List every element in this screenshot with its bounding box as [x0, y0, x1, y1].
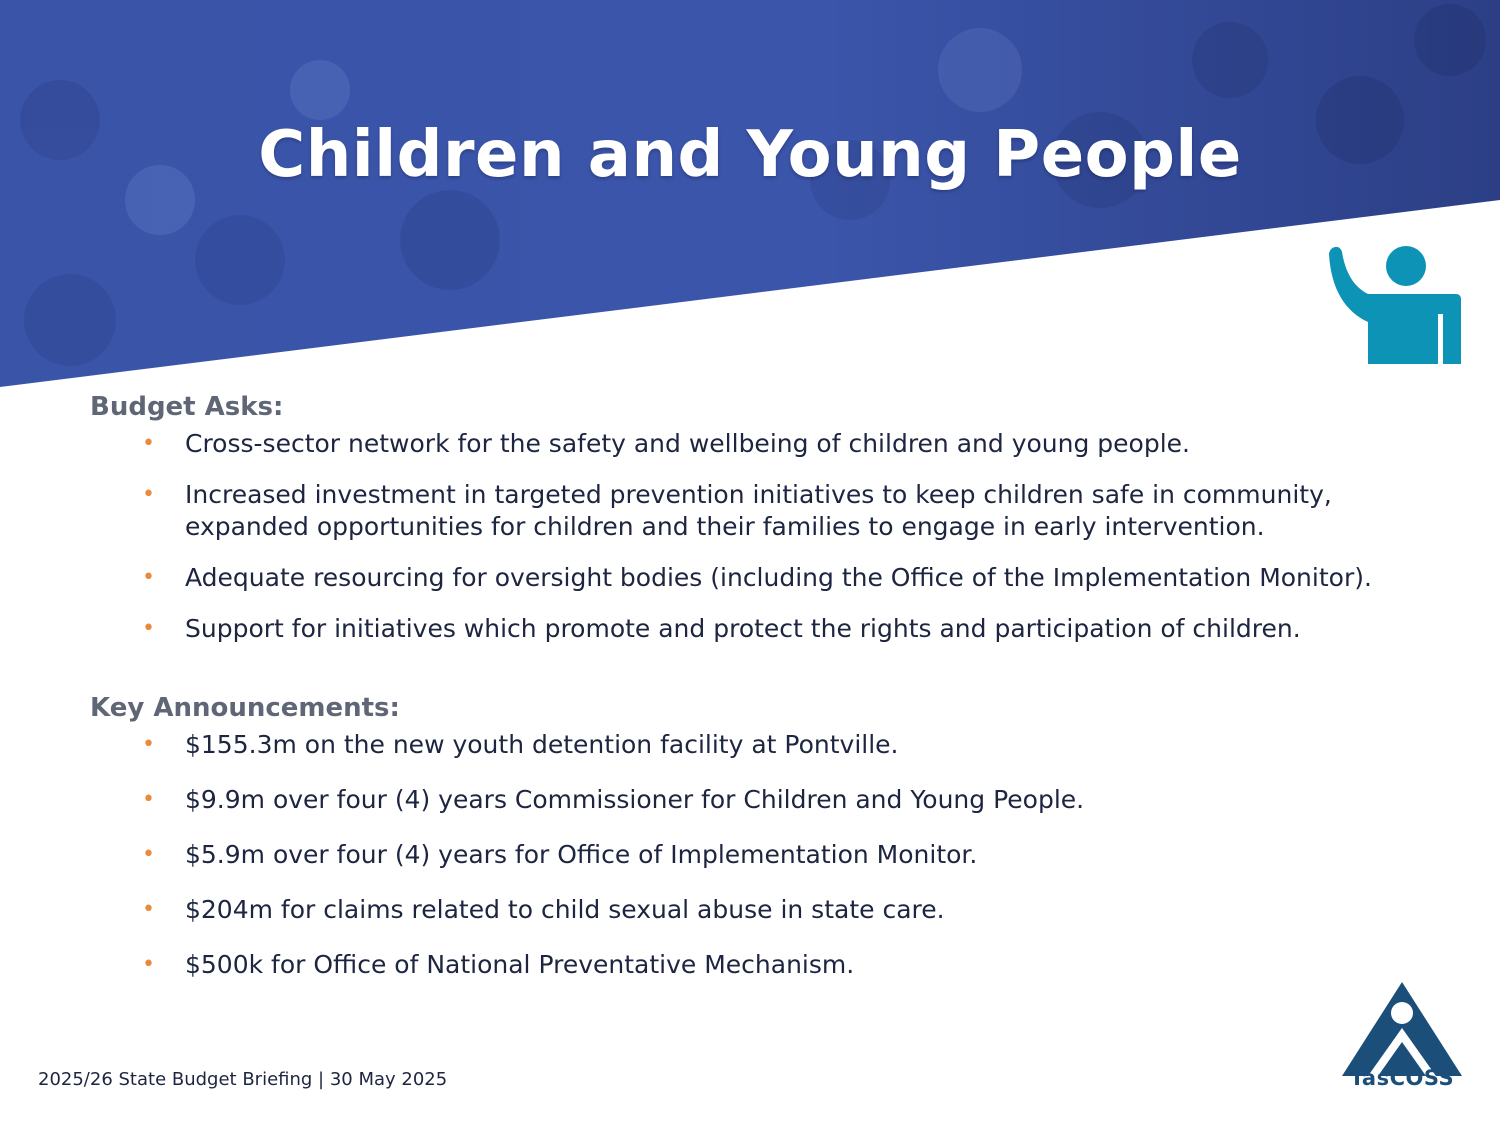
list-item-text: Increased investment in targeted prevention initiatives to keep children safe in community, expanded opportunities for children and their families to engage in early intervention.	[185, 480, 1332, 541]
list-item	[90, 784, 1420, 816]
list-item	[90, 839, 1420, 871]
list-item	[90, 479, 1420, 543]
key-announcements-list	[90, 729, 1420, 981]
bullet-icon: •	[142, 787, 155, 812]
bullet-icon: •	[142, 732, 155, 757]
bullet-icon: •	[142, 565, 155, 590]
list-item-text: $204m for claims related to child sexual abuse in state care.	[185, 895, 945, 924]
bullet-icon: •	[142, 616, 155, 641]
list-item-text: $155.3m on the new youth detention facility at Pontville.	[185, 730, 899, 759]
list-item	[90, 949, 1420, 981]
list-item	[90, 562, 1420, 594]
bullet-icon: •	[142, 431, 155, 456]
list-item-text: Adequate resourcing for oversight bodies (including the Office of the Implementation Monitor).	[185, 563, 1372, 592]
list-item-text: $500k for Office of National Preventative Mechanism.	[185, 950, 855, 979]
list-item	[90, 729, 1420, 761]
footer-text: 2025/26 State Budget Briefing | 30 May 2025	[38, 1069, 448, 1090]
logo-wordmark: TasCOSS	[1349, 1066, 1455, 1090]
budget-asks-heading: Budget Asks:	[90, 392, 284, 422]
page-title: Children and Young People	[258, 118, 1242, 192]
list-item	[90, 428, 1420, 460]
header-banner	[0, 0, 1500, 395]
bullet-icon: •	[142, 952, 155, 977]
banner-background	[0, 0, 1500, 395]
person-raising-hand-icon	[1326, 240, 1461, 368]
key-announcements-heading: Key Announcements:	[90, 693, 400, 723]
list-item-text: $5.9m over four (4) years for Office of Implementation Monitor.	[185, 840, 978, 869]
bullet-icon: •	[142, 842, 155, 867]
list-item-text: Support for initiatives which promote and protect the rights and participation of children.	[185, 614, 1301, 643]
budget-asks-list	[90, 428, 1420, 645]
list-item	[90, 894, 1420, 926]
bullet-icon: •	[142, 482, 155, 507]
main-content	[90, 388, 1420, 1004]
bullet-icon: •	[142, 897, 155, 922]
list-item-text: Cross-sector network for the safety and wellbeing of children and young people.	[185, 429, 1190, 458]
list-item-text: $9.9m over four (4) years Commissioner for Children and Young People.	[185, 785, 1085, 814]
list-item	[90, 613, 1420, 645]
